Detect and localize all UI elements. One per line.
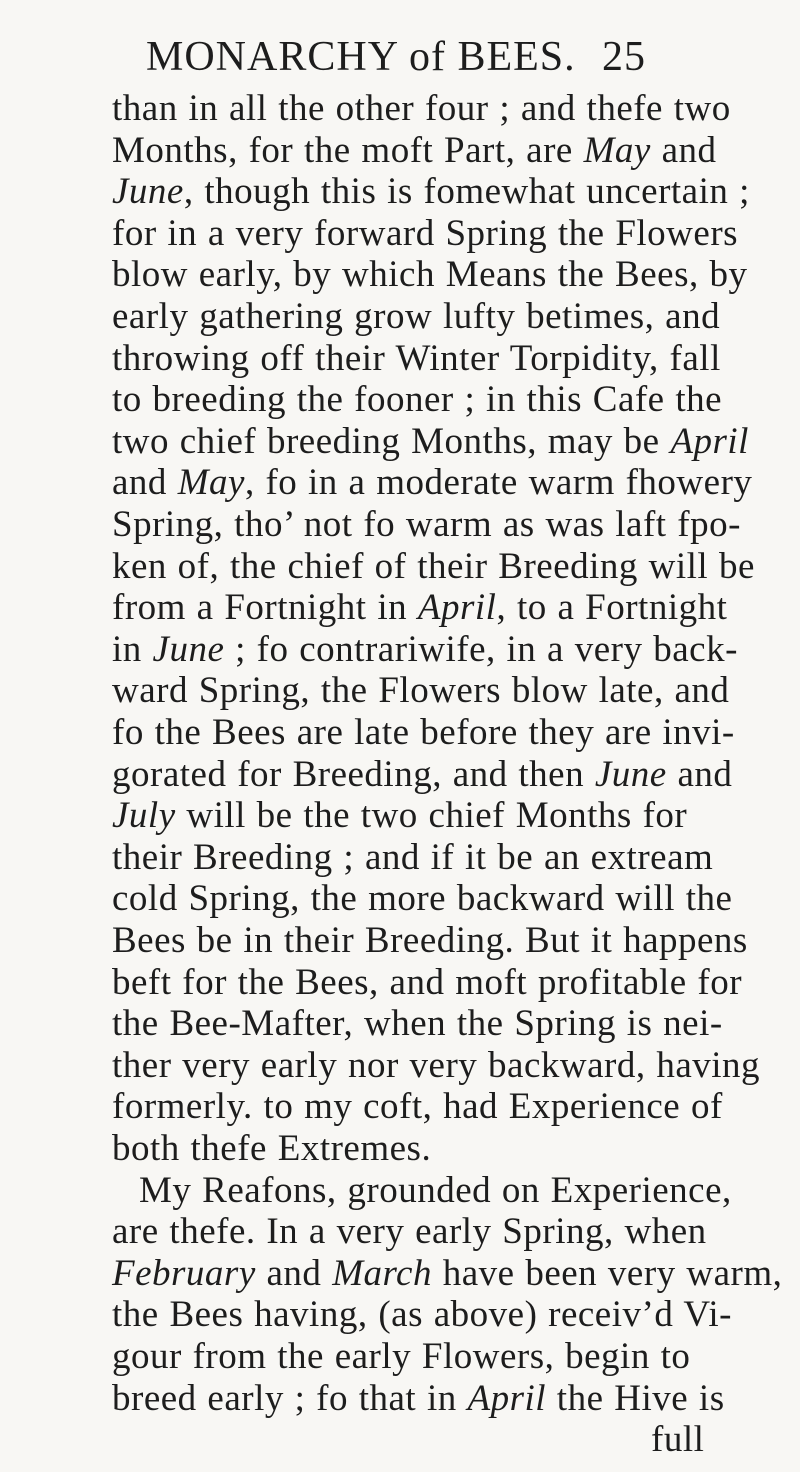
text-line: early gathering grow lufty betimes, and — [112, 296, 721, 337]
text-line: the Bee-Mafter, when the Spring is nei- — [112, 1003, 723, 1045]
text-line: July will be the two chief Months for — [112, 795, 688, 837]
text-line: ken of, the chief of their Breeding will be — [112, 545, 755, 587]
italic-word: June — [152, 628, 225, 670]
text-line: fo the Bees are late before they are invi- — [112, 712, 735, 753]
italic-word: February — [112, 1252, 256, 1294]
text-line: beft for the Bees, and moft profitable for — [112, 961, 743, 1003]
text-line: two chief breeding Months, may be April — [112, 420, 749, 462]
text-line: February and March have been very warm, — [112, 1252, 783, 1294]
text-line: both thefe Extremes. — [112, 1128, 432, 1169]
italic-word: April — [417, 587, 497, 629]
italic-word: May — [583, 129, 651, 171]
text-line: are thefe. In a very early Spring, when — [112, 1211, 707, 1253]
text-line: their Breeding ; and if it be an extream — [112, 836, 714, 878]
italic-word: May — [177, 462, 245, 504]
text-line: June, though this is fomewhat uncertain ; — [112, 171, 750, 213]
text-line: than in all the other four ; and thefe two — [112, 88, 731, 129]
text-line: Months, for the moft Part, are May and — [112, 129, 717, 171]
text-line: in June ; fo contrariwife, in a very back- — [112, 628, 738, 670]
italic-word: June — [594, 753, 667, 795]
catchword: full — [651, 1419, 705, 1461]
text-line: blow early, by which Means the Bees, by — [112, 254, 748, 296]
italic-word: March — [332, 1252, 432, 1294]
text-line: for in a very forward Spring the Flowers — [112, 212, 739, 254]
text-line: My Reafons, grounded on Experience, — [139, 1169, 732, 1211]
text-line: ward Spring, the Flowers blow late, and — [112, 670, 730, 712]
text-line: formerly. to my coft, had Experience of — [112, 1086, 723, 1128]
text-line: ther very early nor very backward, having — [112, 1044, 761, 1086]
text-line: throwing off their Winter Torpidity, fall — [112, 337, 721, 379]
text-line: gorated for Breeding, and then June and — [112, 753, 733, 795]
text-line: Bees be in their Breeding. But it happens — [112, 920, 748, 961]
text-line: gour from the early Flowers, begin to — [112, 1336, 691, 1377]
text-line: Spring, tho’ not fo warm as was laft fpo- — [112, 504, 741, 545]
italic-word: April — [670, 420, 749, 462]
running-head-title: MONARCHY of BEES. — [146, 34, 576, 80]
italic-word: April — [467, 1377, 547, 1419]
italic-word: July — [112, 795, 176, 837]
page-number: 25 — [602, 34, 646, 80]
text-line: to breeding the fooner ; in this Cafe the — [112, 379, 723, 421]
italic-word: June — [112, 171, 184, 213]
text-line: cold Spring, the more backward will the — [112, 878, 733, 920]
text-line: the Bees having, (as above) receiv’d Vi- — [112, 1294, 733, 1336]
text-line: and May, fo in a moderate warm fhowery — [112, 462, 753, 504]
text-line: breed early ; fo that in April the Hive is — [112, 1377, 725, 1419]
text-line: from a Fortnight in April, to a Fortnight — [112, 587, 728, 629]
